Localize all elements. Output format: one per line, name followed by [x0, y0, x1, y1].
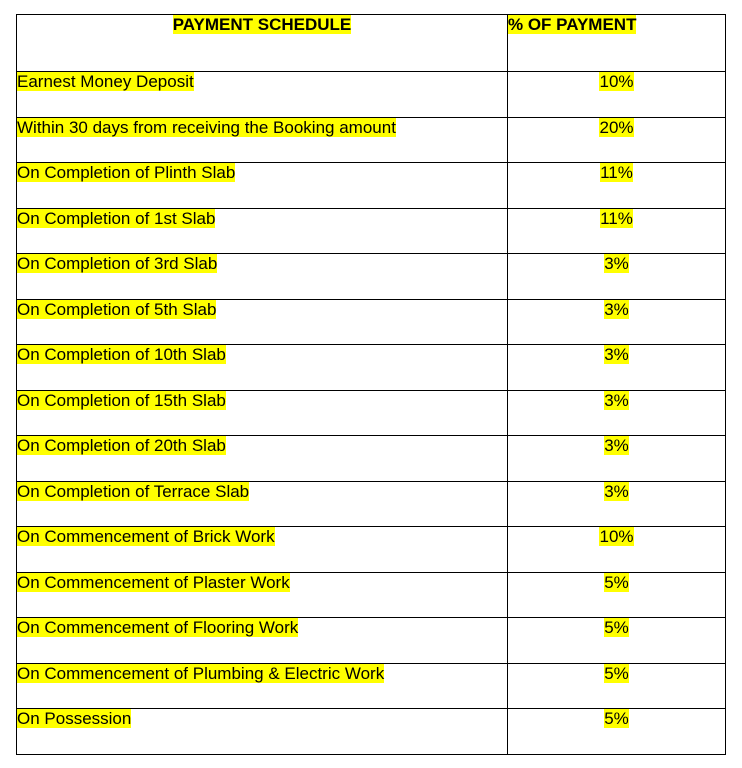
- table-row: [17, 572, 726, 618]
- table-row: [17, 208, 726, 254]
- percent-cell: [508, 72, 726, 118]
- percent-cell: [508, 663, 726, 709]
- stage-cell: [17, 572, 508, 618]
- stage-cell: [17, 299, 508, 345]
- table-row: [17, 618, 726, 664]
- table-row: [17, 663, 726, 709]
- table-row: [17, 390, 726, 436]
- stage-cell: [17, 72, 508, 118]
- percent-value: 3%: [604, 436, 629, 455]
- header-row: [17, 15, 726, 72]
- stage-label: On Commencement of Flooring Work: [17, 618, 299, 637]
- stage-cell: [17, 117, 508, 163]
- table-row: [17, 163, 726, 209]
- table-body: [17, 15, 726, 755]
- percent-cell: [508, 117, 726, 163]
- percent-value: 5%: [604, 663, 629, 683]
- percent-value: 5%: [604, 709, 629, 728]
- percent-cell: [508, 618, 726, 664]
- percent-value: 3%: [604, 481, 629, 501]
- stage-label: On Completion of 20th Slab: [17, 436, 226, 455]
- table-row: [17, 254, 726, 300]
- percent-value: 5%: [604, 618, 629, 637]
- percent-cell: [508, 572, 726, 618]
- table-row: [17, 345, 726, 391]
- stage-cell: [17, 481, 508, 527]
- table-row: [17, 527, 726, 573]
- table-row: [17, 436, 726, 482]
- stage-label: On Completion of 3rd Slab: [17, 254, 218, 273]
- percent-value: 10%: [599, 527, 634, 546]
- percent-cell: [508, 390, 726, 436]
- percent-cell: [508, 709, 726, 755]
- percent-cell: [508, 481, 726, 527]
- percent-value: 11%: [600, 208, 633, 228]
- table-row: [17, 117, 726, 163]
- stage-label: On Completion of 5th Slab: [17, 299, 217, 319]
- stage-label: On Completion of Terrace Slab: [17, 481, 250, 501]
- stage-label: On Commencement of Brick Work: [17, 527, 275, 546]
- percent-value: 3%: [604, 390, 629, 410]
- stage-cell: [17, 663, 508, 709]
- percent-value: 3%: [604, 345, 629, 364]
- stage-label: On Commencement of Plumbing & Electric Work: [17, 663, 385, 683]
- stage-label: On Commencement of Plaster Work: [17, 572, 290, 592]
- percent-cell: [508, 299, 726, 345]
- stage-cell: [17, 390, 508, 436]
- stage-cell: [17, 208, 508, 254]
- stage-cell: [17, 618, 508, 664]
- stage-cell: [17, 709, 508, 755]
- stage-label: On Completion of 10th Slab: [17, 345, 226, 364]
- percent-cell: [508, 163, 726, 209]
- stage-label: On Completion of Plinth Slab: [17, 163, 236, 182]
- stage-label: On Possession: [17, 709, 132, 728]
- stage-cell: [17, 254, 508, 300]
- percent-value: 5%: [604, 572, 629, 592]
- stage-label: On Completion of 15th Slab: [17, 390, 226, 410]
- stage-cell: [17, 436, 508, 482]
- stage-cell: [17, 345, 508, 391]
- header-payment-schedule: PAYMENT SCHEDULE: [172, 15, 352, 34]
- stage-label: On Completion of 1st Slab: [17, 208, 216, 228]
- percent-value: 3%: [604, 299, 629, 319]
- percent-cell: [508, 208, 726, 254]
- percent-value: 3%: [604, 254, 629, 273]
- payment-schedule-table: [16, 14, 726, 755]
- header-percent-of-payment: % OF PAYMENT: [508, 15, 637, 34]
- percent-cell: [508, 527, 726, 573]
- stage-cell: [17, 527, 508, 573]
- header-cell-percent: [508, 15, 726, 72]
- table-row: [17, 481, 726, 527]
- percent-value: 10%: [599, 72, 634, 91]
- percent-cell: [508, 254, 726, 300]
- percent-value: 20%: [599, 117, 634, 137]
- percent-value: 11%: [600, 163, 633, 182]
- percent-cell: [508, 436, 726, 482]
- percent-cell: [508, 345, 726, 391]
- stage-cell: [17, 163, 508, 209]
- table-row: [17, 72, 726, 118]
- header-cell-schedule: [17, 15, 508, 72]
- stage-label: Within 30 days from receiving the Booking amount: [17, 117, 396, 137]
- stage-label: Earnest Money Deposit: [17, 72, 194, 91]
- table-row: [17, 709, 726, 755]
- table-row: [17, 299, 726, 345]
